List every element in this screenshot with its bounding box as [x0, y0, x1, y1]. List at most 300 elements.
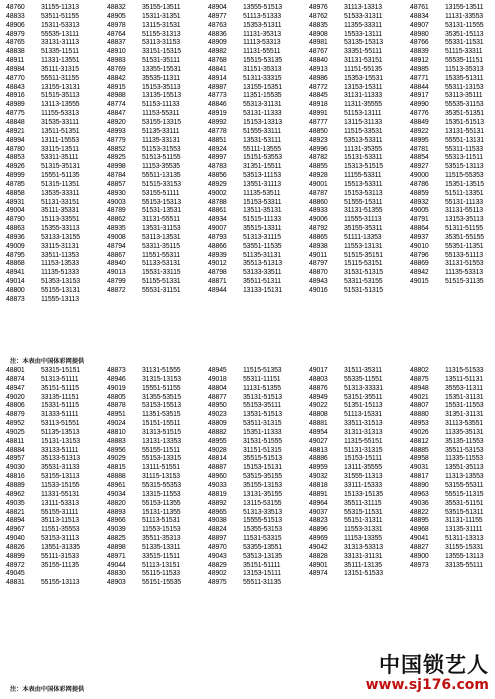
table-note: 注：本表由中国体彩网提供 [10, 358, 85, 365]
table-cell-sequence: 35151-51115 [41, 384, 79, 392]
table-cell-sequence: 55511-13135 [142, 172, 181, 180]
table-cell-sequence: 35511-35313 [142, 535, 181, 543]
table-cell-code: 48825 [107, 535, 126, 543]
table-cell-sequence: 55315-55353 [142, 481, 181, 489]
table-cell-sequence: 15153-13313 [243, 118, 282, 126]
table-cell-code: 48985 [410, 65, 429, 73]
table-cell-sequence: 13111-35555 [344, 464, 382, 472]
table-cell-code: 48879 [6, 411, 25, 419]
table-cell-code: 49004 [6, 207, 25, 215]
table-cell-sequence: 35511-53153 [445, 446, 484, 454]
table-cell-sequence: 53155-55311 [445, 481, 484, 489]
table-cell-code: 48846 [208, 101, 227, 109]
table-cell-sequence: 35531-31133 [41, 464, 80, 472]
table-cell-code: 48987 [208, 83, 227, 91]
table-cell-code: 49024 [107, 420, 126, 428]
table-cell-sequence: 55153-15313 [142, 198, 181, 206]
table-cell-code: 48892 [208, 499, 227, 507]
table-cell-code: 48902 [208, 570, 227, 578]
table-cell-code: 48906 [6, 21, 25, 29]
table-cell-sequence: 11355-33311 [344, 21, 382, 29]
table-cell-code: 48856 [208, 172, 227, 180]
table-cell-code: 48822 [410, 508, 429, 516]
table-cell-sequence: 15351-13515 [445, 180, 484, 188]
table-cell-sequence: 51315-11351 [41, 180, 80, 188]
table-cell-sequence: 15151-53553 [243, 154, 282, 162]
table-cell-code: 48868 [6, 260, 25, 268]
table-cell-sequence: 11153-35535 [142, 163, 180, 171]
table-cell-code: 49006 [309, 216, 328, 224]
table-cell-sequence: 51311-51155 [445, 225, 483, 233]
table-cell-sequence: 55133-51113 [445, 251, 483, 259]
table-cell-code: 49021 [410, 393, 429, 401]
table-cell-code: 48981 [309, 39, 328, 47]
table-cell-code: 48918 [309, 101, 328, 109]
table-cell-code: 48837 [107, 39, 126, 47]
table-cell-code: 49007 [208, 225, 227, 233]
table-cell-sequence: 35553-11311 [445, 384, 483, 392]
table-cell-sequence: 51315-35131 [41, 163, 80, 171]
table-cell-code: 48835 [309, 21, 328, 29]
table-cell-code: 48780 [6, 145, 25, 153]
table-cell-code: 48967 [6, 526, 25, 534]
table-cell-code [107, 296, 138, 305]
table-cell-code: 49013 [107, 269, 126, 277]
table-cell-sequence: 51153-11133 [142, 101, 180, 109]
table-cell-code: 48980 [410, 30, 429, 38]
table-cell-code: 48786 [410, 180, 429, 188]
table-cell-sequence: 35111-31315 [41, 65, 79, 73]
table-cell-sequence: 11555-13113 [41, 295, 79, 303]
table-cell-code: 49030 [6, 464, 25, 472]
table-cell-sequence: 15131-53311 [344, 154, 383, 162]
table-cell-sequence: 55331-11531 [445, 39, 484, 47]
table-cell-code: 48826 [6, 543, 25, 551]
table-cell-code: 48782 [309, 154, 328, 162]
table-cell-code: 49043 [208, 552, 227, 560]
table-cell-code: 48958 [410, 455, 429, 463]
table-cell-sequence: 15555-51513 [243, 517, 282, 525]
table-cell-sequence: 35511-31115 [344, 499, 382, 507]
table-cell-code: 49010 [410, 242, 429, 250]
table-cell-sequence [445, 570, 495, 579]
table-cell-code: 48905 [107, 12, 126, 20]
table-cell-sequence: 31131-51355 [344, 207, 383, 215]
table-cell-code: 48898 [107, 543, 126, 551]
table-cell-sequence: 33511-31513 [344, 420, 383, 428]
table-cell-code: 48939 [208, 251, 227, 259]
table-cell-sequence: 11155-53313 [41, 110, 79, 118]
table-cell-sequence: 35351-51351 [445, 110, 484, 118]
table-cell-sequence: 11311-35555 [344, 101, 382, 109]
table-cell-code: 48955 [208, 437, 227, 445]
table-cell-code: 48880 [410, 411, 429, 419]
table-cell-sequence: 51335-13311 [142, 543, 181, 551]
table-cell-sequence: 11315-51533 [445, 367, 484, 374]
table-cell-sequence: 53151-35511 [344, 393, 383, 401]
table-cell-code: 48819 [208, 490, 227, 498]
table-cell-sequence: 13551-31335 [41, 543, 80, 551]
table-cell-sequence: 35113-11513 [41, 517, 79, 525]
table-cell-code: 49011 [309, 251, 328, 259]
table-cell-code: 48972 [6, 561, 25, 569]
table-cell-code: 48949 [309, 393, 328, 401]
table-cell-code: 48975 [208, 579, 227, 587]
table-cell-code: 48798 [208, 269, 227, 277]
table-cell-sequence: 53133-33511 [243, 269, 282, 277]
table-cell-sequence: 53133-13155 [41, 233, 80, 241]
table-cell-code: 48839 [410, 48, 429, 56]
table-cell-sequence: 15551-51135 [41, 172, 80, 180]
table-cell-code: 48766 [410, 39, 429, 47]
table-cell-sequence: 35351-15113 [445, 30, 484, 38]
table-cell-code: 48871 [208, 278, 227, 286]
table-cell-sequence: 11555-31113 [344, 216, 382, 224]
table-cell-sequence: 11553-31331 [344, 526, 383, 534]
table-cell-code: 48855 [309, 163, 328, 171]
table-cell-code [309, 579, 340, 588]
table-cell-sequence: 51155-31313 [142, 30, 181, 38]
table-cell-code: 48800 [6, 287, 25, 294]
table-cell-sequence: 13531-31153 [142, 225, 181, 233]
table-cell-code: 48919 [208, 110, 227, 118]
table-cell-code: 48901 [309, 561, 328, 569]
table-cell-sequence: 33131-31131 [344, 552, 383, 560]
table-cell-sequence: 55531-31151 [142, 287, 181, 294]
table-cell-code: 48802 [410, 367, 429, 374]
table-cell-sequence: 11553-13131 [344, 242, 383, 250]
table-cell-code: 49036 [410, 499, 429, 507]
table-cell-sequence: 51511-13351 [445, 189, 484, 197]
table-cell-sequence: 55153-13315 [142, 455, 181, 463]
table-cell-sequence: 33515-11511 [142, 552, 180, 560]
table-cell-code: 48991 [309, 110, 328, 118]
table-cell-code: 48862 [107, 216, 126, 224]
table-cell-code: 48866 [208, 242, 227, 250]
table-cell-code: 48761 [410, 4, 429, 11]
table-cell-code: 48983 [107, 57, 126, 65]
table-cell-sequence: 35111-13135 [344, 561, 382, 569]
table-cell-code: 48932 [410, 198, 429, 206]
table-cell-code: 48830 [107, 570, 126, 578]
table-cell-code: 48931 [6, 198, 25, 206]
table-cell-code: 48909 [208, 39, 227, 47]
table-cell-code: 48966 [107, 517, 126, 525]
table-cell-code: 48806 [6, 402, 25, 410]
table-cell-sequence: 31333-51111 [41, 411, 79, 419]
table-cell-sequence: 53311-35115 [142, 242, 180, 250]
table-cell-code: 48948 [410, 384, 429, 392]
table-cell-code: 48938 [309, 242, 328, 250]
table-cell-code: 48888 [107, 473, 126, 481]
table-cell-code: 48936 [6, 233, 25, 241]
table-cell-sequence: 13111-53313 [41, 499, 79, 507]
table-cell-code: 48925 [107, 154, 126, 162]
table-cell-code: 48971 [107, 552, 126, 560]
table-cell-sequence: 55313-31131 [243, 101, 282, 109]
table-cell-sequence: 51313-33331 [344, 384, 383, 392]
table-cell-code: 48810 [107, 428, 126, 436]
table-cell-sequence: 13155-13511 [445, 4, 484, 11]
table-cell-sequence: 55153-11355 [142, 499, 181, 507]
table-cell-sequence [41, 570, 103, 579]
table-cell-sequence: 13531-53111 [243, 136, 281, 144]
table-cell-sequence: 33111-15333 [344, 481, 382, 489]
table-cell-code: 49008 [107, 233, 126, 241]
table-cell-sequence: 35531-51151 [445, 499, 484, 507]
table-cell-code: 48777 [309, 118, 328, 126]
table-cell-code: 48834 [410, 12, 429, 20]
table-cell-code: 48956 [107, 446, 126, 454]
table-cell-code: 48861 [208, 207, 227, 215]
table-cell-code: 48824 [208, 526, 227, 534]
table-cell-code: 48993 [107, 127, 126, 135]
table-cell-sequence: 15355-33113 [41, 225, 80, 233]
table-cell-code: 48937 [410, 233, 429, 241]
table-cell-code: 48828 [309, 552, 328, 560]
table-cell-code: 48999 [6, 172, 25, 180]
table-cell-code: 48957 [6, 455, 25, 463]
table-cell-code: 48994 [6, 136, 25, 144]
table-cell-sequence: 13115-31531 [142, 21, 181, 29]
table-cell-sequence: 11331-55131 [41, 490, 80, 498]
table-cell-sequence: 31131-55113 [445, 207, 483, 215]
table-cell-code: 48921 [6, 127, 25, 135]
table-cell-sequence: 55311-13153 [445, 83, 484, 91]
table-cell-code: 48883 [107, 437, 126, 445]
table-cell-code: 48850 [309, 127, 328, 135]
table-cell-code: 48808 [309, 411, 328, 419]
table-cell-sequence: 31155-15331 [445, 543, 484, 551]
table-cell-sequence: 33133-51111 [41, 446, 79, 454]
table-cell-sequence: 31131-51555 [142, 367, 181, 374]
table-cell-code: 48817 [410, 473, 429, 481]
table-cell-code: 48787 [309, 189, 328, 197]
table-cell-code: 48922 [410, 127, 429, 135]
table-cell-sequence: 55311-11533 [445, 145, 483, 153]
table-cell-code: 48907 [410, 21, 429, 29]
table-cell-sequence: 51135-13513 [41, 428, 80, 436]
table-cell-sequence [344, 579, 406, 588]
table-cell-sequence: 33351-55111 [344, 48, 382, 56]
table-cell-code: 48968 [410, 526, 429, 534]
table-cell-sequence: 53355-13551 [243, 543, 282, 551]
table-cell-sequence: 31531-51315 [344, 269, 383, 277]
table-cell-code: 48900 [410, 552, 429, 560]
table-cell-sequence: 15351-11333 [243, 428, 282, 436]
table-cell-sequence: 15153-15111 [344, 455, 382, 463]
table-cell-sequence: 53153-31113 [41, 535, 79, 543]
table-cell-code: 49015 [410, 278, 429, 286]
table-cell-sequence: 53131-11555 [445, 21, 484, 29]
table-cell-code: 48935 [107, 225, 126, 233]
table-cell-sequence: 31351-31131 [445, 411, 484, 419]
table-cell-sequence: 31555-11313 [344, 473, 383, 481]
table-cell-sequence: 53113-13531 [142, 233, 181, 241]
table-cell-code: 48864 [410, 225, 429, 233]
table-cell-code: 48813 [309, 446, 328, 454]
table-cell-code: 48882 [208, 428, 227, 436]
table-cell-sequence: 51113-51333 [243, 12, 281, 20]
table-cell-code: 48875 [410, 375, 429, 383]
table-cell-sequence: 51531-13531 [142, 207, 181, 215]
table-cell-sequence: 15353-51311 [243, 21, 282, 29]
table-cell-code: 48769 [107, 65, 126, 73]
table-cell-code: 48893 [107, 508, 126, 516]
table-cell-code: 48952 [6, 420, 25, 428]
table-cell-code: 48895 [410, 517, 429, 525]
table-cell-code: 48781 [410, 145, 429, 153]
table-cell-sequence: 35515-13311 [243, 225, 282, 233]
table-cell-sequence: 11315-55151 [344, 437, 383, 445]
table-cell-sequence: 55535-31153 [445, 101, 484, 109]
table-cell-sequence: 11313-13553 [445, 473, 484, 481]
table-cell-sequence: 53155-13315 [142, 118, 181, 126]
table-cell-sequence: 13131-55131 [445, 127, 484, 135]
table-cell-sequence: 35111-35331 [41, 207, 79, 215]
table-cell-sequence: 13511-51131 [445, 375, 483, 383]
sequence-table-bottom [6, 367, 492, 588]
table-cell-sequence: 51131-31315 [344, 446, 383, 454]
table-cell-code: 48852 [107, 145, 126, 153]
table-cell-code: 49002 [208, 189, 227, 197]
table-cell-code: 48760 [6, 4, 25, 11]
table-cell-sequence: 35351-55155 [445, 233, 484, 241]
table-cell-sequence: 55515-11315 [445, 490, 484, 498]
table-cell-sequence: 11335-35131 [445, 428, 484, 436]
table-cell-sequence: 53311-53155 [344, 278, 383, 286]
table-cell-code: 48973 [410, 561, 429, 569]
table-cell-sequence: 13113-13555 [41, 101, 80, 109]
table-cell-sequence: 31311-31313 [344, 428, 383, 436]
table-cell-sequence: 15131-13153 [41, 437, 80, 445]
table-cell-code: 48876 [309, 384, 328, 392]
table-cell-sequence: 15355-53153 [243, 526, 282, 534]
table-cell-code: 48904 [208, 4, 227, 11]
table-cell-sequence: 35151-51111 [243, 561, 281, 569]
site-watermark [366, 654, 489, 693]
table-cell-sequence: 51155-51331 [142, 278, 181, 286]
table-cell-sequence: 55131-11133 [445, 198, 483, 206]
table-cell-code: 48788 [208, 198, 227, 206]
table-cell-sequence: 55511-31155 [41, 74, 79, 82]
table-cell-code: 48841 [208, 65, 227, 73]
table-cell-code: 48962 [6, 490, 25, 498]
table-cell-code: 48953 [410, 420, 429, 428]
table-cell-sequence: 51153-13111 [344, 110, 382, 118]
table-cell-sequence: 55315-11531 [344, 508, 383, 516]
table-cell-sequence: 11515-55353 [445, 172, 484, 180]
table-cell-sequence: 15151-15511 [142, 420, 181, 428]
table-cell-sequence: 51555-33111 [243, 127, 281, 135]
table-cell-code: 49034 [107, 490, 126, 498]
table-cell-code: 48940 [107, 260, 126, 268]
table-cell-sequence: 31351-15511 [243, 163, 282, 171]
table-cell-sequence: 31115-13153 [142, 473, 180, 481]
table-cell-sequence: 13531-51513 [243, 411, 282, 419]
table-cell-sequence: 11131-55511 [243, 48, 281, 56]
table-cell-code: 48965 [208, 508, 227, 516]
table-cell-code: 48770 [6, 74, 25, 82]
table-cell-sequence: 51515-35151 [344, 251, 383, 259]
table-cell-sequence: 55153-35111 [243, 402, 281, 410]
table-cell-sequence: 31151-35313 [243, 65, 282, 73]
table-cell-code: 48872 [107, 287, 126, 294]
table-cell-sequence: 35135-11553 [445, 437, 484, 445]
table-cell-code: 48816 [6, 473, 25, 481]
table-cell-sequence: 31511-35311 [344, 367, 382, 374]
table-cell-sequence: 13551-35113 [445, 464, 484, 472]
table-cell-sequence: 33135-11151 [41, 393, 79, 401]
table-cell-code: 48804 [208, 384, 227, 392]
table-cell-code: 49040 [6, 535, 25, 543]
table-cell-code: 48827 [410, 543, 429, 551]
table-cell-code: 48998 [107, 163, 126, 171]
table-cell-sequence: 15311-31351 [142, 12, 181, 20]
table-cell-sequence: 15515-53135 [243, 57, 282, 65]
table-cell-code: 49038 [208, 517, 227, 525]
table-cell-code: 48775 [6, 110, 25, 118]
table-cell-code: 49042 [309, 543, 328, 551]
table-cell-sequence: 51111-13353 [344, 233, 382, 241]
table-cell-code: 48915 [107, 83, 126, 91]
table-cell-code: 48854 [410, 154, 429, 162]
table-cell-code: 48954 [309, 428, 328, 436]
table-cell-sequence: 15133-15135 [344, 490, 383, 498]
table-cell-sequence: 11553-15153 [142, 526, 181, 534]
table-cell-code: 49020 [6, 393, 25, 401]
table-cell-sequence: 51133-53131 [142, 260, 181, 268]
table-cell-code: 48951 [107, 411, 126, 419]
table-cell-code: 48796 [410, 251, 429, 259]
table-cell-code: 48878 [107, 402, 126, 410]
table-cell-sequence: 13355-15531 [142, 65, 181, 73]
table-cell-code: 48970 [208, 543, 227, 551]
table-cell-code: 48944 [208, 287, 227, 294]
table-cell-code: 48821 [6, 508, 25, 516]
table-cell-code: 48797 [309, 260, 328, 268]
table-cell-sequence: 13131-35155 [243, 490, 282, 498]
table-cell-sequence: 11515-33531 [344, 127, 383, 135]
table-cell-sequence: 35133-51313 [41, 455, 80, 463]
table-cell-code: 48789 [107, 207, 126, 215]
table-cell-sequence: 51135-31131 [243, 251, 281, 259]
table-cell-sequence: 53551-11535 [243, 242, 282, 250]
table-cell-sequence: 13555-13113 [445, 552, 484, 560]
table-cell-code: 48982 [208, 48, 227, 56]
table-cell-sequence: 53513-53311 [344, 136, 383, 144]
table-cell-sequence: 35155-13153 [243, 481, 282, 489]
table-cell-code: 48903 [107, 579, 126, 587]
table-cell-code: 48945 [208, 367, 227, 374]
table-cell-sequence: 35155-11135 [41, 561, 79, 569]
table-cell-code: 48917 [410, 92, 429, 100]
table-cell-sequence: 51153-31553 [142, 145, 181, 153]
table-cell-sequence: 31535-33111 [41, 118, 79, 126]
table-grid [6, 367, 492, 588]
table-cell-code: 48814 [208, 455, 227, 463]
table-cell-sequence: 11131-33553 [445, 12, 483, 20]
table-cell-sequence: 11131-51355 [243, 384, 281, 392]
table-cell-sequence [243, 296, 305, 305]
table-cell-code: 48823 [309, 517, 328, 525]
watermark-url: www.sj176.com [365, 677, 489, 693]
table-cell-sequence: 33151-15315 [142, 48, 181, 56]
table-cell-sequence: 13153-15111 [243, 570, 281, 578]
table-cell-code [410, 287, 441, 296]
table-cell-sequence: 15153-53113 [344, 189, 383, 197]
table-cell-code: 48801 [6, 367, 25, 374]
